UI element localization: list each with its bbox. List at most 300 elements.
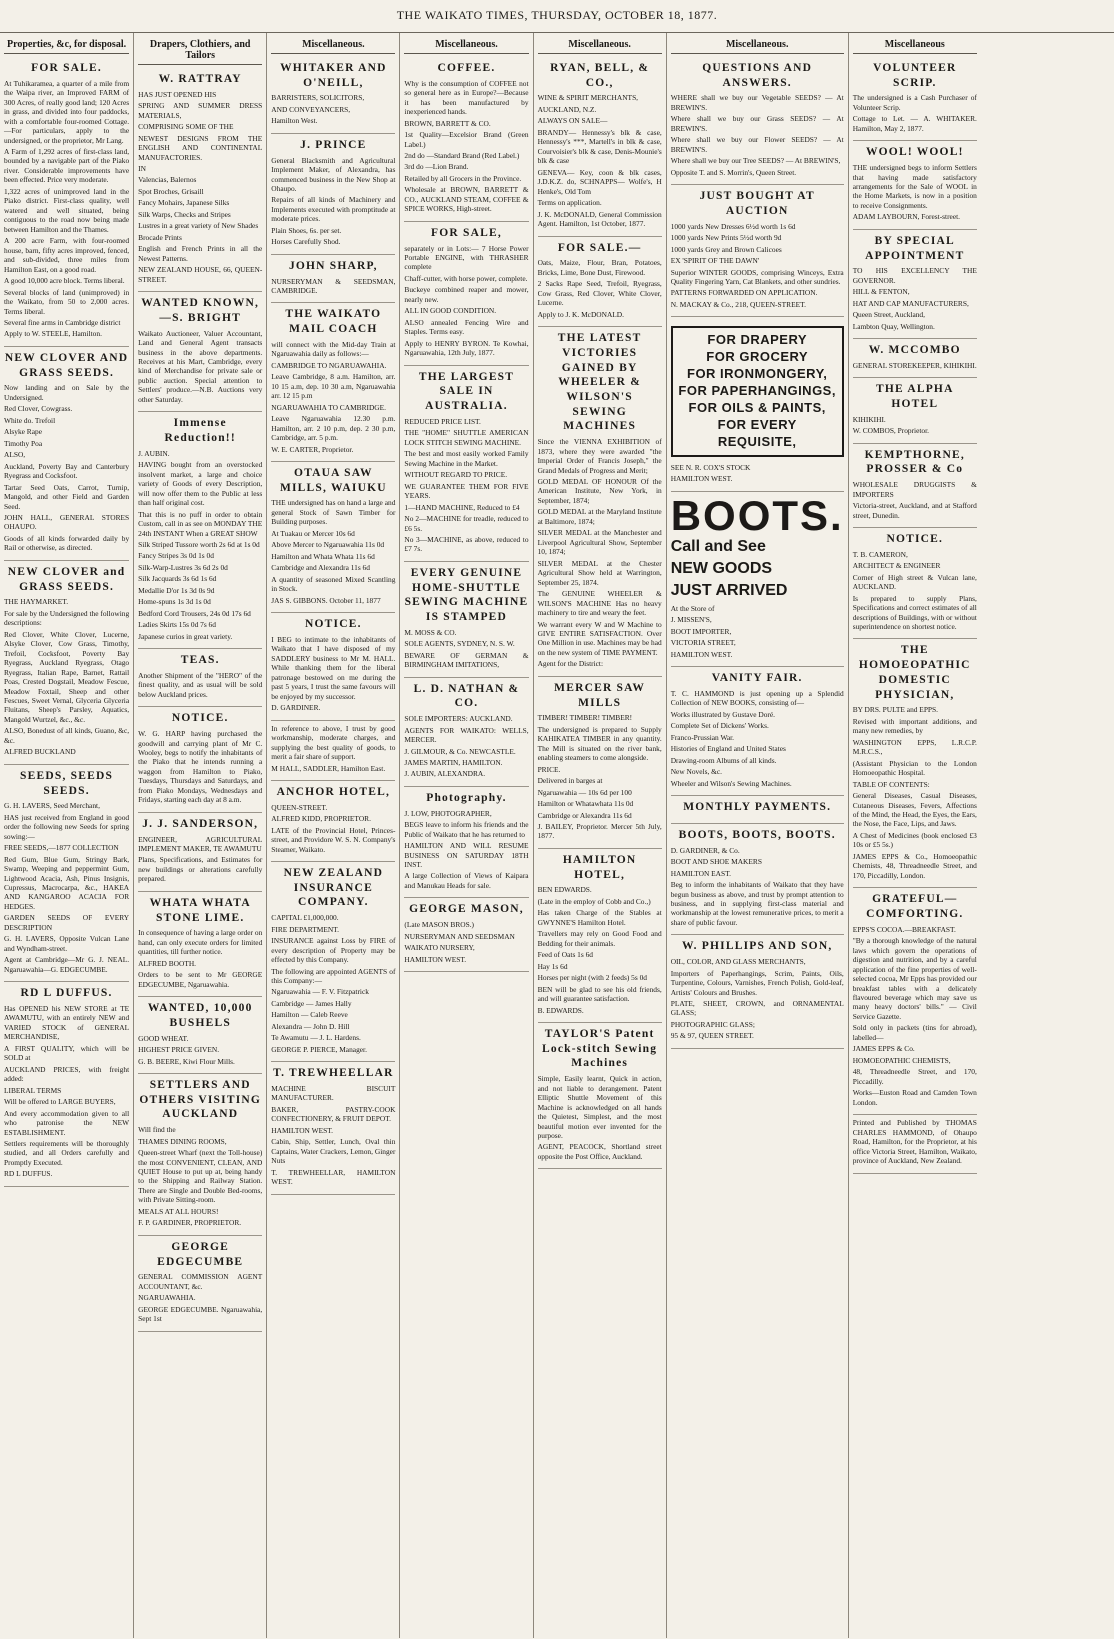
ad-text-line: T. C. HAMMOND is just opening up a Splendid Collection of NEW BOOKS, consisting of—	[670, 689, 844, 708]
ad-text-line: Medallie D'or 1s 3d 0s 9d	[138, 585, 215, 595]
ad-text-line: NEW GOODS	[670, 560, 773, 578]
ad-text-line: D. GARDINER.	[271, 703, 321, 713]
ad-text-line: WASHINGTON EPPS, L.R.C.P. M.R.C.S.,	[852, 737, 977, 757]
advertisement	[853, 528, 977, 639]
ad-text-line: JAMES MARTIN, HAMILTON.	[404, 758, 503, 767]
ad-text-line: The undersigned is a Cash Purchaser of Volunteer Scrip.	[852, 93, 977, 112]
ad-title: SEEDS, SEEDS SEEDS.	[20, 769, 114, 797]
ad-text-line: In consequence of having a large order on hand, can only execute orders for limited quantities, till further notice.	[138, 928, 263, 957]
ad-title: EVERY GENUINE HOME-SHUTTLE SEWING MACHINE IS STAMPED	[404, 566, 529, 624]
advertisement	[404, 898, 528, 972]
advertisement	[271, 134, 395, 255]
ad-title: THE WAIKATO MAIL COACH	[285, 308, 382, 336]
advertisement	[853, 141, 977, 230]
ad-text-line: J. LOW, PHOTOGRAPHER,	[404, 808, 492, 818]
ad-text-line: Why is the consumption of COFFEE not so general here as in Europe?—Because it has been manufactured by inexperienced hands.	[404, 78, 529, 117]
ad-text-line: WE GUARANTEE THEM FOR FIVE YEARS.	[404, 481, 529, 501]
ad-text-line: The GENUINE WHEELER & WILSON'S MACHINE Has no heavy machinery to tire and weary the feet.	[537, 589, 662, 618]
ad-text-line: Silk Jacquards 3s 6d 1s 6d	[138, 574, 217, 584]
ad-title: VOLUNTEER SCRIP.	[873, 62, 957, 89]
ad-text-line: Te Awamutu — J. L. Hardens.	[271, 1033, 361, 1043]
ad-text-line: BOOT AND SHOE MAKERS	[670, 857, 762, 867]
ad-title: THE LATEST VICTORIES GAINED BY WHEELER & WILSON'S SEWING MACHINES	[557, 332, 642, 433]
ad-text-line: Another Shipment of the "HERO" of the finest quality, and as usual will be sold below Auckland prices.	[138, 670, 263, 699]
masthead: THE WAIKATO TIMES, THURSDAY, OCTOBER 18, 1877.	[396, 8, 718, 22]
ad-text-line: Corner of High street & Vulcan lane, AUCKLAND.	[852, 572, 977, 592]
advertisement	[138, 292, 262, 412]
ad-text-line: TIMBER! TIMBER! TIMBER!	[537, 713, 633, 723]
ad-text-line: Cambridge — James Hally	[271, 998, 352, 1008]
ad-text-line: Timothy Poa	[4, 438, 43, 448]
ad-title: W. PHILLIPS AND SON,	[681, 940, 833, 953]
ad-text-line: 2 Sacks Rape Seed, Trefoil, Ryegrass, Cow Grass, Red Clover, White Clover, Lucerne.	[537, 279, 662, 308]
ad-text-line: Hay 1s 6d	[537, 961, 568, 971]
ad-title: ANCHOR HOTEL,	[276, 785, 391, 798]
ad-text-line: Leave Ngaruawahia 12.30 p.m. Hamilton, arr. 2 10 p.m, dep. 2 30 p.m, Cambridge, arr. 5 p.m.	[271, 414, 396, 443]
ad-text-line: At Tuakau or Mercer 10s 6d	[271, 528, 355, 538]
ad-text-line: HAMILTON WEST.	[271, 1125, 334, 1135]
column-heading: Drapers, Clothiers, and Tailors	[138, 35, 262, 65]
ad-boxed-block	[671, 326, 844, 456]
ad-text-line: NURSERYMAN & SEEDSMAN, CAMBRIDGE.	[271, 276, 396, 295]
ad-text-line: TABLE OF CONTENTS:	[852, 779, 930, 789]
ad-text-line: Above Mercer to Ngaruawahia 11s 0d	[271, 540, 385, 550]
ad-text-line: Buckeye combined reaper and mower, nearly new.	[404, 285, 529, 304]
ad-text-line: Alsyke Rape	[4, 427, 42, 437]
ad-title: BY SPECIAL APPOINTMENT	[865, 234, 965, 262]
ad-block-line: FOR GROCERY	[706, 349, 809, 365]
ad-text-line: Ladies Skirts 15s 0d 7s 6d	[138, 620, 216, 630]
ad-text-line: EX 'SPIRIT OF THE DAWN'	[670, 256, 760, 266]
advertisement	[4, 561, 129, 765]
ad-text-line: PHOTOGRAPHIC GLASS;	[670, 1019, 755, 1029]
ad-title: WANTED, 10,000 BUSHELS	[147, 1002, 253, 1029]
ad-text-line: HAMILTON WEST.	[670, 474, 733, 484]
ad-text-line: F. P. GARDINER, PROPRIETOR.	[138, 1218, 242, 1228]
ad-text-line: BAKER, PASTRY-COOK CONFECTIONERY, & FRUIT DEPOT.	[271, 1104, 396, 1124]
advertisement	[404, 562, 528, 678]
ad-text-line: Plans, Specifications, and Estimates for new buildings or alterations carefully prepared.	[138, 855, 263, 884]
ad-text-line: AGENTS FOR WAIKATO: WELLS, MERCER.	[404, 725, 529, 745]
ad-text-line: Cambridge and Alexandra 11s 6d	[271, 563, 370, 573]
ad-text-line: SOLE AGENTS, SYDNEY, N. S. W.	[404, 639, 515, 649]
advertisement	[271, 781, 395, 862]
ad-text-line: J. AUBIN.	[138, 448, 170, 458]
ad-text-line: "By a thorough knowledge of the natural laws which govern the operations of digestion and nutrition, and by a careful application of the fine properties of well-selected cocoa, Mr Epps has provided our breakfast tables with a delicately flavoured beverage which may save us many heavy doctors' bills." — Civil Service Gazette.	[852, 936, 977, 1021]
ad-title: WANTED KNOWN,—S. BRIGHT	[141, 297, 260, 324]
ad-title: Photography.	[426, 791, 507, 804]
ad-text-line: The following are appointed AGENTS of this Company:—	[271, 966, 396, 985]
ad-text-line: Valencias, Balernos	[138, 175, 197, 185]
ad-text-line: KIHIKIHI.	[852, 414, 886, 424]
ad-text-line: Fancy Mohairs, Japanese Silks	[138, 198, 230, 208]
ad-text-line: Hamilton — Caleb Reeve	[271, 1010, 348, 1020]
ad-text-line: AUCKLAND PRICES, with freight added:	[4, 1064, 130, 1084]
ad-title: J. J. SANDERSON,	[142, 817, 259, 830]
advertisement	[138, 813, 262, 892]
ad-text-line: Red Gum, Blue Gum, Stringy Bark, Swamp, Weeping and peppermint Gum, Lightwood Acacia, Ash, Pinus Insignis, Cupressus, Macrocarpa, &c., HAKEA AND KANGAROO ACACIA FOR HEDGES.	[4, 854, 130, 911]
ad-text-line: Goods of all kinds forwarded daily by Rail or otherwise, as directed.	[4, 533, 130, 553]
ad-text-line: LATE of the Provincial Hotel, Princes-street, and Providore W. S. N. Company's Steamer, Waikato.	[271, 825, 396, 854]
ad-text-line: QUEEN-STREET.	[271, 802, 328, 812]
ad-text-line: A large Collection of Views of Kaipara and Manukau Heads for sale.	[404, 871, 529, 890]
ad-title: MERCER SAW MILLS	[554, 681, 646, 709]
advertisement	[138, 1236, 262, 1332]
advertisement	[404, 787, 528, 898]
ad-text-line: Japanese curios in great variety.	[138, 631, 233, 641]
ad-text-line: GEORGE EDGECUMBE. Ngaruawahia, Sept 1st	[138, 1304, 263, 1324]
advertisement	[538, 327, 662, 677]
ad-text-line: Apply to J. K. McDONALD.	[537, 309, 624, 319]
ad-text-line: HIGHEST PRICE GIVEN.	[138, 1045, 220, 1055]
ad-text-line: HAS just received from England in good order the following new Seeds for spring sowing:—	[4, 812, 130, 841]
ad-text-line: Hamilton and Whata Whata 11s 6d	[271, 551, 375, 561]
ad-text-line: Histories of England and United States	[670, 744, 786, 754]
ad-text-line: GEORGE P. PIERCE, Manager.	[271, 1044, 367, 1054]
ad-text-line: 1000 yards New Dresses 6½d worth 1s 6d	[670, 221, 796, 231]
ad-text-line: Silk-Warp-Lustres 3s 6d 2s 0d	[138, 562, 228, 572]
ad-text-line: THE undersigned has on hand a large and general Stock of Sawn Timber for Building purposes.	[271, 498, 396, 527]
ad-block-line: FOR IRONMONGERY,	[687, 366, 828, 382]
ad-text-line: SOLE IMPORTERS: AUCKLAND.	[404, 714, 513, 724]
advertisement	[538, 1023, 662, 1169]
ad-text-line: 95 & 97, QUEEN STREET.	[670, 1031, 754, 1041]
ad-text-line: Wheeler and Wilson's Sewing Machines.	[670, 778, 792, 788]
ad-text-line: ALWAYS ON SALE—	[537, 116, 608, 126]
ad-text-line: And every accommodation given to all who patronise the NEW ESTABLISHMENT.	[4, 1108, 130, 1137]
ad-text-line: The best and most easily worked Family Sewing Machine in the Market.	[404, 449, 529, 468]
ad-text-line: For sale by the Undersigned the following descriptions:	[4, 608, 130, 628]
ad-text-line: J. MISSEN'S,	[670, 615, 712, 625]
ad-text-line: BARRISTERS, SOLICITORS,	[271, 93, 365, 103]
advertisement	[271, 57, 395, 134]
advertisement	[271, 862, 395, 1062]
ad-text-line: M. MOSS & CO.	[404, 627, 457, 637]
ad-text-line: Horses per night (with 2 feeds) 5s 0d	[537, 973, 647, 983]
column-1	[0, 33, 133, 1638]
ad-text-line: HAMILTON WEST.	[670, 649, 733, 659]
ad-text-line: Oats, Maize, Flour, Bran, Potatoes, Bricks, Lime, Bone Dust, Firewood.	[537, 258, 662, 277]
ad-text-line: Travellers may rely on Good Food and Bedding for their animals.	[537, 929, 662, 948]
ad-text-line: Silk Striped Tussore worth 2s 6d at 1s 0d	[138, 540, 260, 549]
ad-text-line: Alexandra — John D. Hill	[271, 1021, 350, 1031]
ad-text-line: BEN EDWARDS.	[537, 885, 592, 895]
ad-text-line: CAPITAL £1,000,000.	[271, 913, 339, 923]
advertisement	[138, 1074, 262, 1236]
ad-title: J. PRINCE	[300, 138, 367, 151]
ad-text-line: G. H. LAVERS, Opposite Vulcan Lane and Wyndham-street.	[4, 934, 130, 953]
ad-text-line: A FIRST QUALITY, which will be SOLD at	[4, 1043, 130, 1063]
ad-text-line: A quantity of seasoned Mixed Scantling in Stock.	[271, 574, 396, 594]
ad-text-line: Since the VIENNA EXHIBITION of 1873, where they were awarded "the Imperial Order of Francis Joseph," the Grand Medals of Progress and Merit;	[537, 437, 662, 475]
ad-text-line: CAMBRIDGE TO NGARUAWAHIA.	[271, 360, 387, 370]
ad-text-line: Settlers requirements will be thoroughly studied, and all Orders carefully and Promptly Executed.	[4, 1139, 130, 1167]
ad-text-line: GENERAL STOREKEEPER, KIHIKIHI.	[852, 360, 977, 370]
ad-text-line: LIBERAL TERMS	[4, 1085, 62, 1095]
ad-text-line: Has taken Charge of the Stables at GWYNNE'S Hamilton Hotel.	[537, 908, 662, 927]
ad-block-line: FOR PAPERHANGINGS,	[678, 383, 836, 399]
advertisement	[4, 57, 129, 347]
ad-text-line: W. G. HARP having purchased the goodwill and carrying plant of Mr C. Wooley, begs to notify the inhabitants of the Piako that he intends running a waggon from Hamilton to Piako, Tuesdays, Thursdays and Saturdays, and from Piako Mondays, Wednesdays and Fridays, starting each day at 8 a.m.	[138, 729, 263, 805]
ad-text-line: Now landing and on Sale by the Undersigned.	[4, 383, 130, 402]
ad-title: THE ALPHA HOTEL	[876, 383, 954, 410]
ad-text-line: A Farm of 1,292 acres of first-class land, bounded by a navigable part of the Piako river. Considerable improvements have been effected. Price very moderate.	[4, 147, 130, 185]
ad-text-line: JAMES EPPS & Co.	[852, 1044, 915, 1054]
ad-text-line: Superior WINTER GOODS, comprising Winceys, Extra Quality Fingering Yarn, Cat Blankets, and other sundries.	[670, 267, 844, 286]
advertisement	[138, 68, 262, 292]
ad-text-line: No 2—MACHINE for treadle, reduced to £6 5s.	[404, 514, 529, 533]
ad-text-line: I BEG to intimate to the inhabitants of Waikato that I have disposed of my SADDLERY business to Mr M. HALL. While thanking them for the liberal patronage bestowed on me during the past 5 years, I trust the same favours will be enjoyed by my successor.	[271, 634, 396, 701]
ad-text-line: Franco-Prussian War.	[670, 732, 735, 742]
advertisement	[853, 1115, 977, 1173]
ad-text-line: 1st Quality—Excelsior Brand (Green Label.)	[404, 130, 529, 149]
ad-text-line: THE undersigned begs to inform Settlers that having made satisfactory arrangements for the Sale of WOOL in the Home Markets, is now in a position to receive Consignments.	[852, 163, 977, 210]
ad-text-line: ALSO, Bonedust of all kinds, Guano, &c, &c.	[4, 726, 130, 745]
ad-block-line: FOR OILS & PAINTS,	[688, 399, 826, 415]
ad-text-line: Queen Street, Auckland,	[852, 310, 925, 320]
advertisement	[4, 982, 129, 1187]
ad-text-line: Lambton Quay, Wellington.	[852, 321, 935, 331]
ad-text-line: ENGINEER, AGRICULTURAL IMPLEMENT MAKER, TE AWAMUTU	[138, 834, 263, 853]
ad-title: NEW CLOVER and GRASS SEEDS.	[7, 565, 126, 593]
ad-text-line: SPRING AND SUMMER DRESS MATERIALS,	[138, 101, 263, 120]
ad-title: NEW CLOVER AND GRASS SEEDS.	[4, 351, 129, 379]
ad-text-line: WAIKATO NURSERY,	[404, 943, 475, 953]
column-7	[848, 33, 981, 1638]
ad-text-line: Plain Shoes, 6s. per set.	[271, 225, 342, 235]
ad-text-line: THE "HOME" SHUTTLE AMERICAN LOCK STITCH SEWING MACHINE.	[404, 428, 529, 447]
ad-text-line: Simple, Easily learnt, Quick in action, and not liable to derangement. Patent Elliptic Shuttle Movement of this Machine is acknowledged on all hands the Quietest, Simplest, and the most beautiful motion ever invented for the purpose.	[537, 1074, 662, 1140]
advertisement	[671, 57, 844, 185]
ad-text-line: Chaff-cutter, with horse power, complete.	[404, 273, 528, 283]
ad-text-line: General Blacksmith and Agricultural Implement Maker, of Alexandra, has commenced business in the New Shop at Ohaupo.	[271, 155, 396, 193]
ad-text-line: N. MACKAY & Co., 218, QUEEN-STREET.	[670, 299, 806, 309]
ad-text-line: Is prepared to supply Plans, Specifications and correct estimates of all descriptions of Buildings, with or without superintendence on shortest notice.	[852, 593, 977, 631]
ad-text-line: Will be offered to LARGE BUYERS,	[4, 1097, 116, 1107]
ad-text-line: ALFRED BUCKLAND	[4, 747, 76, 757]
advertisement	[404, 222, 528, 366]
ad-text-line: PLATE, SHEET, CROWN, and ORNAMENTAL GLASS;	[670, 999, 844, 1018]
advertisement	[138, 892, 262, 997]
column-3	[266, 33, 399, 1638]
ad-text-line: Printed and Published by THOMAS CHARLES HAMMOND, of Ohaupo Road, Hamilton, for the Proprietor, at his office Victoria Street, Hamilton, Waikato, province of Auckland, New Zealand.	[852, 1118, 977, 1166]
advertisement	[671, 824, 844, 935]
column-heading: Properties, &c, for disposal.	[4, 35, 129, 54]
ad-text-line: T. B. CAMERON,	[852, 549, 908, 559]
ad-text-line: NEW ZEALAND HOUSE, 66, QUEEN-STREET.	[138, 265, 263, 284]
ad-text-line: A Chest of Medicines (book enclosed £3 10s or £5 5s.)	[852, 830, 977, 850]
ad-text-line: Opposite T. and S. Morrin's, Queen Street.	[670, 167, 797, 177]
ad-title: FOR SALE.	[31, 62, 102, 74]
ad-text-line: Hamilton or Whatawhata 11s 0d	[537, 799, 634, 809]
ad-text-line: Lustres in a great variety of New Shades	[138, 221, 259, 231]
ad-text-line: GARDEN SEEDS OF EVERY DESCRIPTION	[4, 913, 130, 932]
ad-text-line: Auckland, Poverty Bay and Canterbury Ryegrass and Cocksfoot.	[4, 461, 130, 481]
ad-title: HAMILTON HOTEL,	[562, 853, 637, 881]
ad-text-line: Several fine arms in Cambridge district	[4, 317, 121, 327]
ad-text-line: Cabin, Ship, Settler, Lunch, Oval thin Captains, Water Crackers, Lemon, Ginger Nuts	[271, 1137, 396, 1166]
ad-text-line: GOOD WHEAT.	[138, 1033, 189, 1043]
ad-text-line: At the Store of	[670, 603, 715, 613]
ad-text-line: J. AUBIN, ALEXANDRA.	[404, 769, 486, 779]
ad-text-line: REDUCED PRICE LIST.	[404, 416, 481, 426]
ad-text-line: Waikato Auctioneer, Valuer Accountant, Land and General Agent transacts business in the above departments. Receives at his Mart, Cambridge, every kind of Merchandise for private sale or public auction. Special attention to Settlers' produce.—N.B. Auctions very other Saturday.	[138, 328, 263, 404]
ad-title: GEORGE EDGECUMBE	[157, 1240, 244, 1268]
ad-text-line: Works illustrated by Gustave Doré.	[670, 709, 775, 719]
ad-text-line: Revised with important additions, and many new remedies, by	[852, 716, 977, 736]
advertisement	[853, 888, 977, 1115]
advertisement	[404, 678, 528, 787]
ad-text-line: HAT AND CAP MANUFACTURERS,	[852, 298, 969, 308]
ad-title: SETTLERS AND OTHERS VISITING AUCKLAND	[139, 1078, 262, 1121]
ad-text-line: Horses Carefully Shod.	[271, 237, 341, 247]
ad-text-line: W. COMBOS, Proprietor.	[852, 426, 930, 436]
ad-text-line: BRANDY— Hennessy's blk & case, Hennessy's ***, Martell's in blk & case, Courvoisier's blk & case, Denis-Mounie's blk & case	[537, 127, 662, 166]
column-heading: Miscellaneous.	[538, 35, 662, 54]
ad-text-line: Complete Set of Dickens' Works.	[670, 721, 769, 731]
ad-title: NOTICE.	[886, 532, 944, 545]
column-6	[666, 33, 848, 1638]
ad-display-headline: BOOTS.	[670, 491, 844, 539]
ad-text-line: Tartar Seed Oats, Carrot, Turnip, Mangold, and other Field and Garden Seed.	[4, 482, 130, 511]
advertisement	[853, 444, 977, 528]
ad-title: THE LARGEST SALE IN AUSTRALIA.	[418, 370, 515, 413]
advertisement	[853, 57, 977, 141]
ad-text-line: Importers of Paperhangings, Scrim, Paints, Oils, Turpentine, Colours, Varnishes, French Polish, Gold-leaf, Artists' Colours and Brushes.	[670, 968, 844, 997]
advertisement	[271, 255, 395, 304]
advertisement	[404, 366, 528, 562]
ad-title: T. TREWHEELLAR	[273, 1067, 394, 1080]
ad-text-line: New Novels, &c.	[670, 767, 723, 777]
ad-text-line: Fancy Stripes 3s 0d 1s 0d	[138, 551, 214, 561]
ad-text-line: 2nd do —Standard Brand (Red Label.)	[404, 151, 520, 160]
ad-text-line: That this is no puff in order to obtain Custom, call in as see on MONDAY THE 24th INSTANT When a GREAT SHOW	[138, 509, 263, 538]
ad-text-line: WITHOUT REGARD TO PRICE.	[404, 470, 508, 480]
ad-title: OTAUA SAW MILLS, WAIUKU	[279, 467, 387, 494]
ad-title: NOTICE.	[171, 712, 229, 725]
ad-text-line: A 200 acre Farm, with four-roomed house, barn, fifty acres improved, fenced, and sub-divided, three miles from Hamilton East, on a good road.	[4, 236, 130, 274]
ad-title: RD L DUFFUS.	[20, 987, 113, 1000]
ad-text-line: Red Clover, White Clover, Lucerne, Alsyke Clover, Cow Grass, Timothy, Trefoil, Cocksfoot, Poverty Bay Ryegrass, Auckland Ryegrass, Otago Ryegrass, Italian Rape, Barnet, Rattail Poas, Crested Dogstail, Meadow Fescue, Meadow Foxtail, Sheep and other Fescues, Sweet Vernal, Glyceria Glyceria Fluitans, Sheep's Parsley, Aquatics, Mangold Wurtzel, &c., &c.	[4, 629, 130, 724]
ad-text-line: HILL & FENTON,	[852, 287, 910, 297]
ad-text-line: Hamilton West.	[271, 116, 318, 126]
ad-title: Immense Reduction!!	[164, 417, 236, 445]
ad-text-line: HAMILTON WEST.	[404, 954, 467, 964]
advertisement	[671, 185, 844, 317]
ad-text-line: BEGS leave to inform his friends and the Public of Waikato that he has returned to	[404, 820, 529, 839]
ad-text-line: (Assistant Physician to the London Homoeopathic Hospital.	[852, 758, 977, 778]
column-heading: Miscellaneous.	[671, 35, 844, 54]
ad-text-line: White do. Trefoil	[4, 415, 56, 425]
ad-text-line: Brocade Prints	[138, 232, 182, 242]
advertisement	[138, 412, 262, 649]
ad-text-line: Where shall we buy our Tree SEEDS? — At BREWIN'S,	[670, 156, 841, 166]
advertisement	[4, 347, 129, 561]
ad-title: FOR SALE,	[431, 226, 502, 239]
ad-text-line: MACHINE BISCUIT MANUFACTURER.	[271, 1084, 396, 1103]
advertisement	[271, 303, 395, 462]
ad-text-line: At Tuhikaramea, a quarter of a mile from the Waipa river, an Improved FARM of 300 Acres, of really good land; 120 Acres in grass, and divided into four paddocks, with a comfortable four-roomed Cottage.—For particulars, apply to the undersigned, or the proprietor, Mr Lang.	[4, 78, 130, 145]
advertisement	[404, 57, 528, 222]
ad-title: FOR SALE.—	[557, 241, 642, 254]
ad-text-line: The undersigned is prepared to Supply KAHIKATEA TIMBER in any quantity. The Mill is situated on the river bank, enabling steamers to come alongside.	[537, 724, 662, 763]
ad-text-line: G. B. BEERE, Kiwi Flour Mills.	[138, 1056, 235, 1066]
ad-title: L. D. NATHAN & CO.	[413, 682, 520, 710]
ad-text-line: Sold only in packets (tins for abroad), labelled—	[852, 1023, 977, 1042]
ad-text-line: PRICE.	[537, 764, 561, 774]
advertisement	[538, 237, 662, 328]
advertisement	[271, 462, 395, 613]
ad-text-line: ADAM LAYBOURN, Forest-street.	[852, 212, 961, 222]
ad-text-line: We warrant every W and W Machine to GIVE ENTIRE SATISFACTION. Over One Million in use. Machines may be had on the new system of TIME PAYMENT.	[537, 619, 662, 657]
ad-text-line: THE HAYMARKET.	[4, 597, 69, 607]
ad-text-line: GENERAL COMMISSION AGENT ACCOUNTANT, &c.	[138, 1272, 263, 1291]
ad-text-line: J. K. McDONALD, General Commission Agent. Hamilton, 1st October, 1877.	[537, 209, 662, 229]
ad-text-line: PATTERNS FORWARDED ON APPLICATION.	[670, 288, 818, 298]
ad-text-line: separately or in Lots:— 7 Horse Power Portable ENGINE, with THRASHER complete	[404, 243, 529, 272]
ad-text-line: Ngaruawahia — F. V. Fitzpatrick	[271, 987, 369, 997]
ad-title: KEMPTHORNE, PROSSER & Co	[864, 448, 965, 476]
advertisement	[671, 492, 844, 668]
ad-text-line: SEE N. R. COX'S STOCK	[670, 462, 751, 472]
ad-text-line: JAS S. GIBBONS. October 11, 1877	[271, 595, 381, 605]
ad-text-line: 1,322 acres of unimproved land in the Piako district. First-class quality, well watered and well situated, being contiguous to the road now being made between Hamilton and the Thames.	[4, 186, 130, 234]
ad-title: NEW ZEALAND INSURANCE COMPANY.	[283, 867, 384, 909]
ad-text-line: Terms on application.	[537, 198, 602, 208]
ad-text-line: Ngaruawahia — 10s 6d per 100	[537, 787, 632, 797]
ad-text-line: (Late MASON BROS.)	[404, 920, 475, 930]
ad-title: JUST BOUGHT AT AUCTION	[699, 190, 815, 217]
ad-text-line: Delivered in barges at	[537, 776, 603, 786]
ad-text-line: HAMILTON AND WILL RESUME BUSINESS ON SATURDAY 18TH INST.	[404, 841, 529, 869]
ad-text-line: Beg to inform the inhabitants of Waikato that they have begun business as above, and trust by prompt attention to business, and in supplying first-class material and workmanship at the lowest remunerative prices, to merit a share of public favour.	[670, 880, 844, 927]
ad-text-line: No 3—MACHINE, as above, reduced to £7 7s.	[404, 535, 529, 554]
ad-text-line: J. GILMOUR, & Co. NEWCASTLE.	[404, 746, 516, 756]
advertisement	[853, 639, 977, 888]
ad-text-line: RD L DUFFUS.	[4, 1169, 53, 1179]
ad-text-line: 1000 yards Grey and Brown Calicoes	[670, 244, 782, 254]
ad-text-line: Spot Broches, Grisaill	[138, 186, 204, 196]
advertisement	[271, 613, 395, 720]
advertisement	[271, 1062, 395, 1194]
ad-text-line: FREE SEEDS,—1877 COLLECTION	[4, 843, 119, 853]
ad-text-line: JAMES EPPS & Co., Homoeopathic Chemists, 48, Threadneedle Street, and 170, Piccadilly, London.	[852, 851, 977, 880]
ad-text-line: IN	[138, 164, 146, 173]
ad-text-line: 3rd do —Lion Brand.	[404, 162, 469, 172]
ad-text-line: will connect with the Mid-day Train at Ngaruawahia daily as follows:—	[271, 339, 396, 359]
ad-text-line: AND CONVEYANCERS,	[271, 104, 351, 114]
ad-title: GEORGE MASON,	[409, 903, 524, 916]
ad-text-line: Drawing-room Albums of all kinds.	[670, 755, 777, 765]
ad-text-line: Wholesale at BROWN, BARRETT & CO., AUCKLAND STEAM, COFFEE & SPICE WORKS, High-street.	[404, 185, 529, 214]
advertisement	[138, 649, 262, 707]
ad-title: TAYLOR'S Patent Lock-stitch Sewing Machines	[542, 1028, 658, 1070]
ad-title: TEAS.	[180, 654, 220, 667]
ad-text-line: ALSO annealed Fencing Wire and Staples. Terms easy.	[404, 317, 529, 337]
ad-text-line: Agent for the District:	[537, 659, 604, 669]
ad-text-line: M HALL, SADDLER, Hamilton East.	[271, 763, 386, 773]
ad-text-line: HOMOEOPATHIC CHEMISTS,	[852, 1055, 951, 1065]
ad-text-line: Will find the	[138, 1125, 176, 1135]
ad-text-line: ALSO,	[4, 450, 26, 460]
ad-text-line: Where shall we buy our Grass SEEDS? — At BREWIN'S.	[670, 114, 844, 133]
ad-title: WHITAKER AND O'NEILL,	[280, 62, 387, 89]
ad-text-line: VICTORIA STREET,	[670, 638, 736, 648]
ad-text-line: HAMILTON EAST.	[670, 868, 731, 878]
advertisement	[671, 317, 844, 491]
ad-text-line: NGARUAWAHIA.	[138, 1293, 196, 1303]
advertisement	[538, 849, 662, 1023]
